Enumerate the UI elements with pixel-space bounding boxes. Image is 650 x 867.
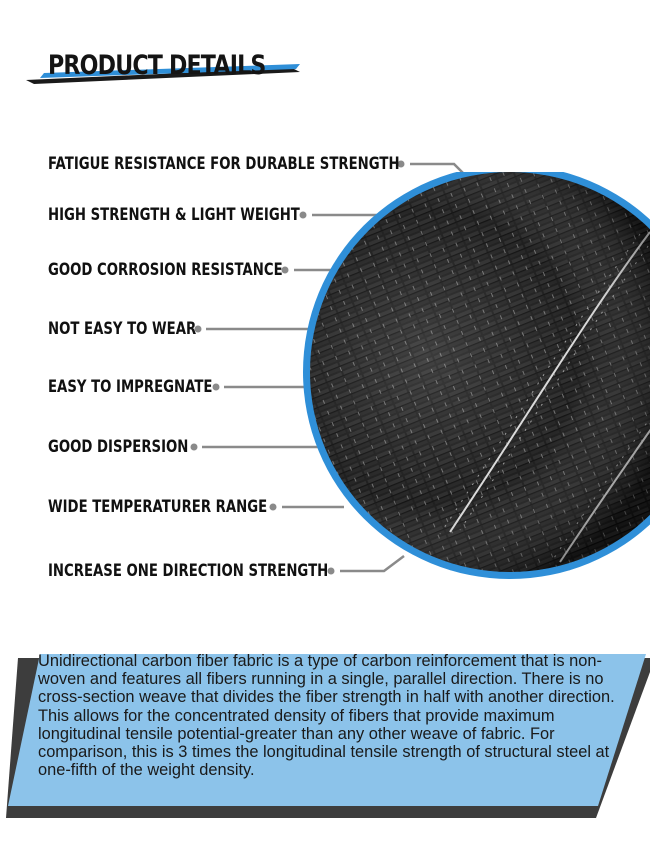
description-text: [38, 652, 638, 779]
feature-label-5: EASY TO IMPREGNATE: [48, 377, 213, 397]
connector-dot-5: [213, 384, 220, 391]
page-title: PRODUCT DETAILS: [48, 50, 266, 81]
connector-dot-7: [270, 504, 277, 511]
feature-label-8: INCREASE ONE DIRECTION STRENGTH: [48, 561, 329, 581]
feature-label-2: HIGH STRENGTH & LIGHT WEIGHT: [48, 205, 300, 225]
feature-label-7: WIDE TEMPERATURER RANGE: [48, 497, 268, 517]
carbon-fabric-image: [300, 172, 650, 582]
description-paragraph-1: Unidirectional carbon fiber fabric is a type of carbon reinforcement that is non-woven and features all fibers running in a single, parallel direction. There is no cross-section weave that divides the fiber strength in half with another direction.: [38, 652, 615, 707]
description-paragraph-2: This allows for the concentrated density of fibers that provide maximum longitudinal tensile potential-greater than any other weave of fabric. For comparison, this is 3 times the longitudinal tensile strength of structural steel at one-fifth of the weight density.: [38, 706, 610, 780]
feature-label-3: GOOD CORROSION RESISTANCE: [48, 260, 283, 280]
feature-label-4: NOT EASY TO WEAR: [48, 319, 197, 339]
feature-label-6: GOOD DISPERSION: [48, 437, 189, 457]
feature-label-1: FATIGUE RESISTANCE FOR DURABLE STRENGTH: [48, 154, 400, 174]
connector-dot-6: [191, 444, 198, 451]
